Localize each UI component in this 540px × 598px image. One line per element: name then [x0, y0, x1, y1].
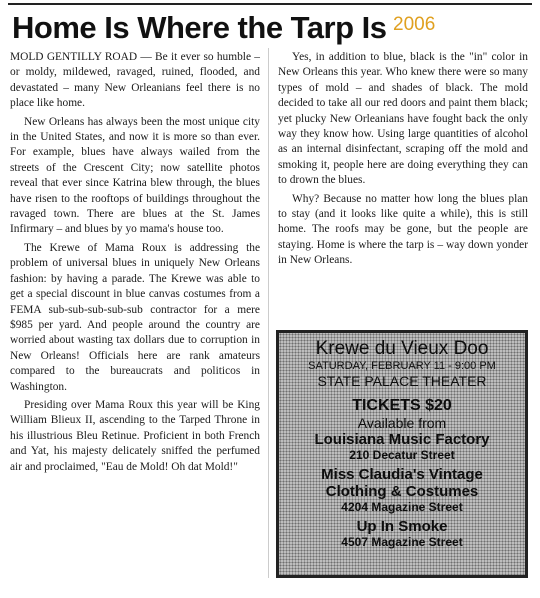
ad-outlet-address: 210 Decatur Street [349, 448, 455, 462]
article-paragraph: Presiding over Mama Roux this year will be King William Blieux II, ascending to the Tarped Throne in his illustrious Bleu Retinue. Proficient in both French and Yat, his majesty delicately sniffed the perfumed air and proclaimed, "Eau de Mold! Oh dat Mold!" [10, 398, 260, 473]
article-column-right [278, 50, 528, 272]
article-paragraph: New Orleans has always been the most unique city in the United States, and now it is more so than ever. For example, blues have always wailed from the streets of the Crescent City; now satellite photos reveal that ever since Katrina blew through, the blues have risen to the rooftops of buildings throughout the ravaged town. There are blues at the St. James Infirmary – and blues by yo mama's house too. [10, 115, 260, 236]
ad-outlet-name: Louisiana Music Factory [314, 431, 490, 448]
ad-outlet-name: Up In Smoke [356, 518, 448, 535]
event-advertisement [276, 330, 528, 578]
ad-ticket-price: TICKETS $20 [352, 397, 452, 414]
ad-availability-label: Available from [357, 415, 447, 431]
ad-outlet-address: 4204 Magazine Street [341, 500, 463, 514]
year-annotation: 2006 [393, 14, 436, 35]
ad-outlet-address: 4507 Magazine Street [341, 535, 463, 549]
article-paragraph: Yes, in addition to blue, black is the "in" color in New Orleans this year. Who knew there were so many types of mold – and shades of black. The mold decided to take all our red doors and paint them black; yet plucky New Orleanians have fought back the only way they know how. Using large quantities of alcohol as an internal disinfectant, scraping off the mold and smoking it, people here are doing everything they can to drown the blues. [278, 51, 528, 187]
top-rule [8, 3, 532, 5]
ad-date: SATURDAY, FEBRUARY 11 - 9:00 PM [308, 360, 496, 372]
ad-outlet-name: Miss Claudia's Vintage Clothing & Costumes [321, 466, 483, 500]
column-divider [268, 48, 269, 578]
headline: Home Is Where the Tarp Is [12, 10, 387, 45]
ad-venue: STATE PALACE THEATER [317, 373, 487, 389]
article-paragraph: Why? Because no matter how long the blues plan to stay (and it looks like quite a while), this is still home. The roofs may be gone, but the people are staying. Home is where the tarp is – way down yonder in New Orleans. [278, 192, 528, 267]
article-paragraph: The Krewe of Mama Roux is addressing the problem of universal blues in uniquely New Orleans fashion: by having a parade. The Krewe was able to get a special discount in blue canvas costumes from a FEMA sub-sub-sub-sub-sub contractor for a mere $985 per yard. And people around the country are worried about wasting tax dollars due to corruption in New Orleans! Officials here are rank amateurs compared to the bureaucrats and politicos in Washington. [10, 241, 260, 393]
ad-title: Krewe du Vieux Doo [315, 338, 489, 359]
article-paragraph: MOLD GENTILLY ROAD — Be it ever so humble – or moldy, mildewed, ravaged, ruined, flooded, and devastated – many New Orleanians feel there is no place like home. [10, 51, 260, 110]
article-column-left [10, 50, 260, 478]
